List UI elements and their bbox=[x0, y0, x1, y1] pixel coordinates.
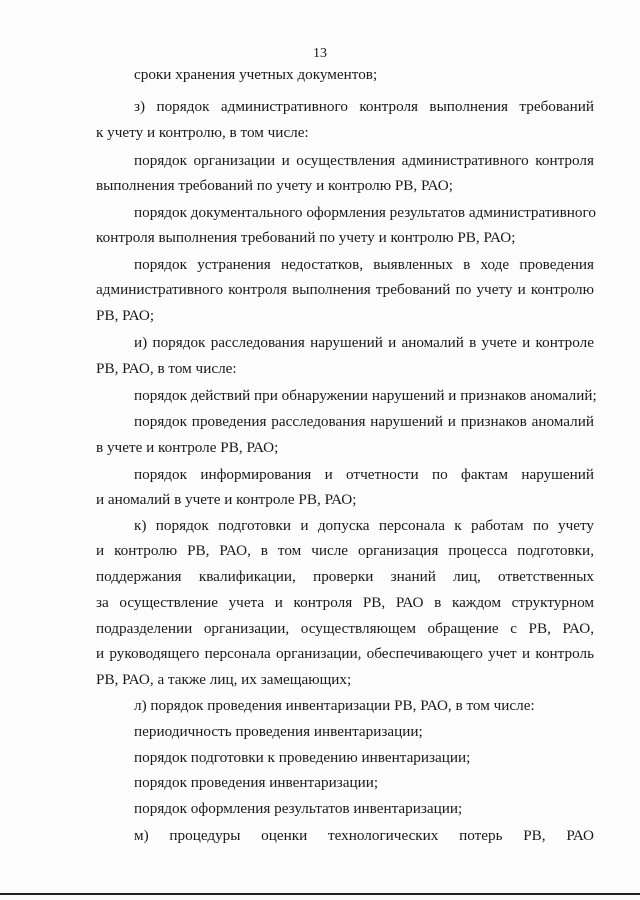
text-line: и контролю РВ, РАО, в том числе организация процесса подготовки, bbox=[96, 542, 594, 559]
text-line: РВ, РАО; bbox=[96, 307, 155, 324]
text-line: л) порядок проведения инвентаризации РВ, РАО, в том числе: bbox=[134, 697, 535, 714]
text-line: м) процедуры оценки технологических потерь РВ, РАО bbox=[134, 827, 594, 844]
text-line: подразделении организации, осуществляющем обращение с РВ, РАО, bbox=[96, 620, 594, 637]
text-line: порядок организации и осуществления административного контроля bbox=[134, 152, 594, 169]
text-line: порядок документального оформления результатов административного bbox=[134, 204, 596, 221]
text-line: к учету и контролю, в том числе: bbox=[96, 124, 309, 141]
text-line: к) порядок подготовки и допуска персонала к работам по учету bbox=[134, 517, 594, 534]
page-number: 13 bbox=[313, 46, 327, 61]
text-line: порядок информирования и отчетности по фактам нарушений bbox=[134, 466, 594, 483]
text-line: порядок действий при обнаружении нарушений и признаков аномалий; bbox=[134, 387, 597, 404]
bottom-border bbox=[0, 893, 640, 895]
text-line: поддержания квалификации, проверки знаний лиц, ответственных bbox=[96, 568, 594, 585]
text-line: РВ, РАО, а также лиц, их замещающих; bbox=[96, 671, 352, 688]
text-line: в учете и контроле РВ, РАО; bbox=[96, 439, 279, 456]
text-line: порядок подготовки к проведению инвентаризации; bbox=[134, 749, 471, 766]
text-line: выполнения требований по учету и контролю РВ, РАО; bbox=[96, 177, 453, 194]
text-line: порядок устранения недостатков, выявленных в ходе проведения bbox=[134, 256, 594, 273]
text-line: порядок проведения расследования нарушений и признаков аномалий bbox=[134, 413, 594, 430]
text-line: и) порядок расследования нарушений и аномалий в учете и контроле bbox=[134, 334, 594, 351]
text-line: и аномалий в учете и контроле РВ, РАО; bbox=[96, 491, 357, 508]
text-line: за осуществление учета и контроля РВ, РАО в каждом структурном bbox=[96, 594, 594, 611]
text-line: сроки хранения учетных документов; bbox=[134, 66, 378, 83]
text-line: порядок оформления результатов инвентаризации; bbox=[134, 800, 463, 817]
text-line: административного контроля выполнения требований по учету и контролю bbox=[96, 281, 594, 298]
text-line: периодичность проведения инвентаризации; bbox=[134, 723, 423, 740]
text-line: порядок проведения инвентаризации; bbox=[134, 774, 379, 791]
text-line: и руководящего персонала организации, обеспечивающего учет и контроль bbox=[96, 645, 594, 662]
text-line: з) порядок административного контроля выполнения требований bbox=[134, 98, 594, 115]
text-line: РВ, РАО, в том числе: bbox=[96, 360, 237, 377]
text-line: контроля выполнения требований по учету и контролю РВ, РАО; bbox=[96, 229, 516, 246]
